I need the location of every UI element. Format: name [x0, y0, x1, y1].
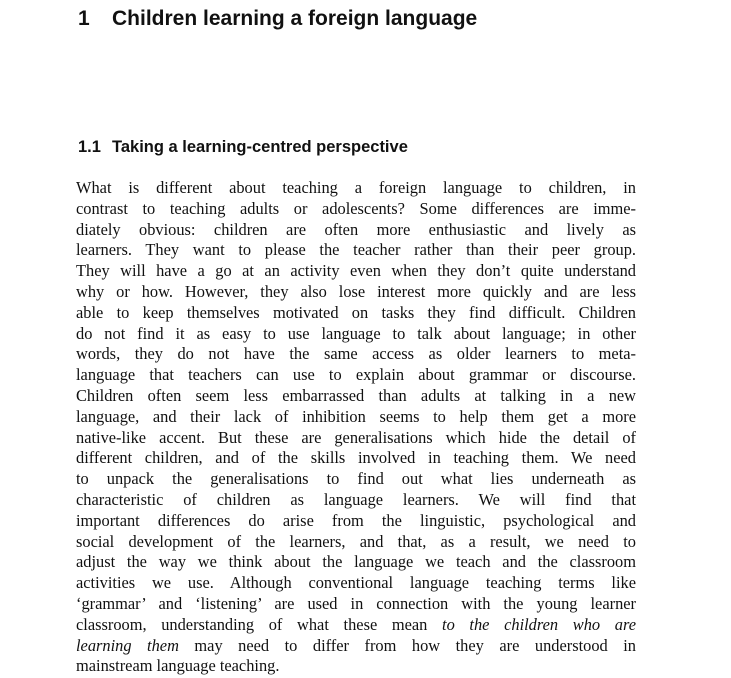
paragraph-line: activities we use. Although conventional language teaching terms like: [76, 573, 636, 593]
paragraph-line: different children, and of the skills involved in teaching them. We need: [76, 448, 636, 468]
paragraph-line: words, they do not have the same access as older learners to meta-: [76, 344, 636, 364]
paragraph-line: native-like accent. But these are generalisations which hide the detail of: [76, 427, 636, 447]
paragraph-line: characteristic of children as language learners. We will find that: [76, 489, 636, 509]
paragraph-line: social development of the learners, and that, as a result, we need to: [76, 531, 636, 551]
chapter-number: 1: [78, 7, 90, 30]
paragraph-line: able to keep themselves motivated on tasks they find difficult. Children: [76, 302, 636, 322]
paragraph-line: language that teachers can use to explain about grammar or discourse.: [76, 365, 636, 385]
paragraph-line: diately obvious: children are often more enthusiastic and lively as: [76, 219, 636, 239]
section-heading: [78, 135, 408, 159]
paragraph-line: why or how. However, they also lose interest more quickly and are less: [76, 281, 636, 301]
paragraph-line-with-italic: [76, 636, 636, 657]
paragraph-line: language, and their lack of inhibition seems to help them get a more: [76, 406, 636, 426]
paragraph-line: do not find it as easy to use language to talk about language; in other: [76, 323, 636, 343]
section-number: 1.1: [78, 138, 101, 156]
body-paragraph: [76, 178, 636, 677]
paragraph-line: ‘grammar’ and ‘listening’ are used in connection with the young learner: [76, 593, 636, 613]
paragraph-line: contrast to teaching adults or adolescents? Some differences are imme-: [76, 198, 636, 218]
line-text: classroom, understanding of what these mean: [76, 614, 443, 634]
paragraph-line-with-italic: [76, 615, 636, 636]
line-text: may need to differ from how they are understood in: [178, 635, 636, 655]
paragraph-line: Children often seem less embarrassed than adults at talking in a new: [76, 385, 636, 405]
italic-emphasis: learning them: [76, 635, 179, 655]
paragraph-line: adjust the way we think about the language we teach and the classroom: [76, 552, 636, 572]
chapter-heading: [78, 4, 477, 34]
paragraph-last-line: mainstream language teaching.: [76, 656, 280, 676]
section-title: Taking a learning-centred perspective: [112, 138, 408, 156]
paragraph-line: important differences do arise from the linguistic, psychological and: [76, 510, 636, 530]
paragraph-line: What is different about teaching a foreign language to children, in: [76, 178, 636, 197]
chapter-title: Children learning a foreign language: [112, 7, 478, 30]
paragraph-line: to unpack the generalisations to find out what lies underneath as: [76, 469, 636, 489]
italic-emphasis: to the children who are: [442, 614, 636, 634]
paragraph-line: learners. They want to please the teacher rather than their peer group.: [76, 240, 636, 260]
paragraph-line: They will have a go at an activity even when they don’t quite understand: [76, 261, 636, 281]
